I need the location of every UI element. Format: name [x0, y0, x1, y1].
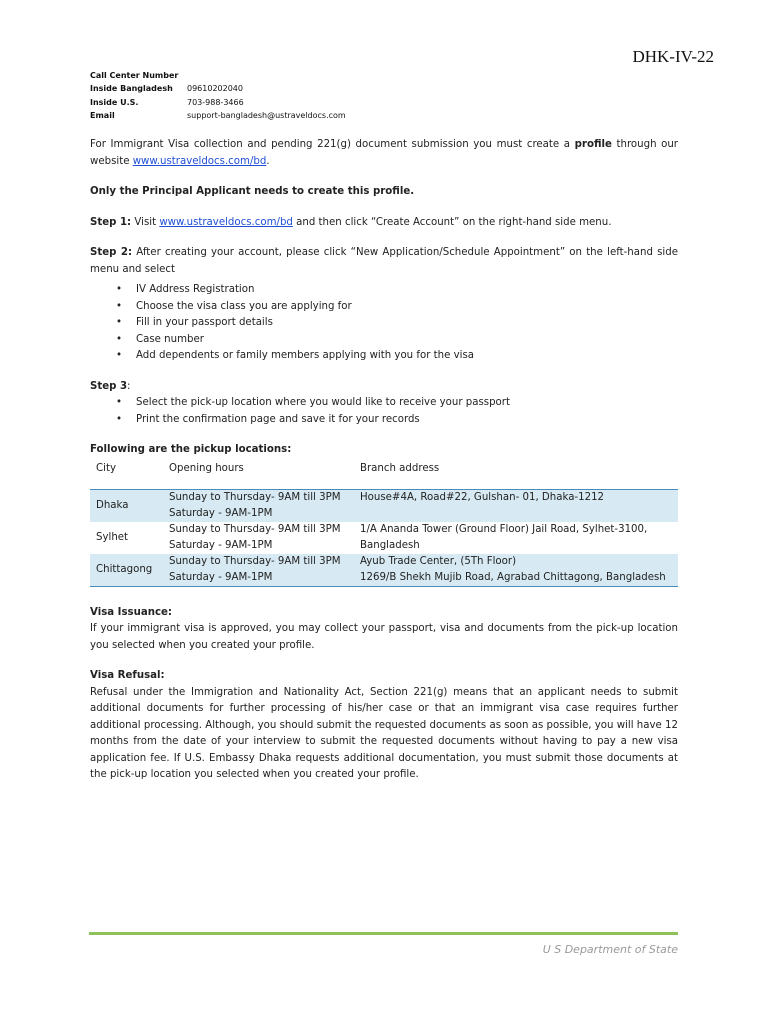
address-line: 1/A Ananda Tower (Ground Floor) Jail Road, Sylhet-3100,: [360, 523, 648, 535]
step2-text: After creating your account, please click “New Application/Schedule Appointment” on the left-hand side menu and select: [90, 247, 678, 275]
step1-text: and then click “Create Account” on the right-hand side menu.: [292, 216, 612, 228]
hours-line: Saturday - 9AM-1PM: [169, 571, 273, 583]
intro-bold: profile: [574, 139, 612, 150]
city-cell: Dhaka: [90, 489, 163, 522]
address-line: House#4A, Road#22, Gulshan- 01, Dhaka-1212: [360, 491, 605, 503]
step1-link[interactable]: www.ustraveldocs.com/bd: [159, 216, 293, 228]
step1-paragraph: [90, 215, 678, 232]
contact-row: [90, 109, 346, 122]
address-line: Bangladesh: [360, 539, 420, 551]
column-header-address: Branch address: [354, 461, 678, 490]
hours-line: Sunday to Thursday- 9AM till 3PM: [169, 491, 341, 503]
contact-value: 09610202040: [187, 84, 243, 94]
address-cell: [354, 522, 678, 554]
address-cell: [354, 489, 678, 522]
hours-cell: [163, 554, 354, 587]
step2-list: [90, 282, 678, 365]
step3-list: [90, 395, 678, 428]
table-header-row: [90, 461, 678, 490]
column-header-city: City: [90, 461, 163, 490]
contact-value: 703-988-3466: [187, 97, 244, 107]
document-code: DHK-IV-22: [632, 47, 714, 66]
contact-label: Email: [90, 110, 115, 120]
issuance-heading: Visa Issuance:: [90, 606, 173, 618]
contact-value: support-bangladesh@ustraveldocs.com: [187, 110, 346, 120]
issuance-text: If your immigrant visa is approved, you may collect your passport, visa and documents from the pick-up location you selected when you created your profile.: [90, 623, 678, 651]
address-cell: [354, 554, 678, 587]
refusal-heading: Visa Refusal:: [90, 670, 165, 681]
list-item: • Choose the visa class you are applying for: [116, 299, 678, 316]
list-item: • Select the pick-up location where you would like to receive your passport: [116, 395, 678, 412]
intro-paragraph: [90, 137, 678, 170]
intro-text: .: [266, 155, 270, 167]
document-body: [90, 137, 678, 784]
contact-row: [90, 82, 346, 95]
footer-text: U S Department of State: [542, 943, 678, 956]
column-header-hours: Opening hours: [163, 461, 354, 490]
city-cell: Chittagong: [90, 554, 163, 587]
website-link[interactable]: www.ustraveldocs.com/bd: [132, 155, 267, 167]
city-cell: Sylhet: [96, 531, 129, 543]
table-row: [90, 489, 678, 522]
pickup-heading: Following are the pickup locations:: [90, 444, 292, 455]
list-item: • Print the confirmation page and save it for your records: [116, 412, 678, 429]
contact-label: Inside U.S.: [90, 97, 139, 107]
address-line: Ayub Trade Center, (5Th Floor): [360, 555, 517, 567]
hours-cell: [163, 489, 354, 522]
principal-note: Only the Principal Applicant needs to create this profile.: [90, 186, 415, 197]
pickup-locations-table: [90, 461, 678, 587]
contact-row: [90, 96, 346, 109]
step1-label: Step 1:: [90, 216, 132, 228]
hours-line: Saturday - 9AM-1PM: [169, 507, 273, 519]
contact-block: [90, 69, 346, 122]
step3-label: Step 3: [90, 380, 128, 392]
step3-colon: :: [127, 380, 131, 392]
address-line: 1269/B Shekh Mujib Road, Agrabad Chittagong, Bangladesh: [360, 571, 666, 583]
intro-text: For Immigrant Visa collection and pending 221(g) document submission you must create a: [90, 139, 575, 150]
step2-label: Step 2:: [90, 247, 133, 258]
table-row: [90, 522, 678, 554]
hours-cell: [163, 522, 354, 554]
list-item: • Fill in your passport details: [116, 315, 678, 332]
step2-paragraph: [90, 245, 678, 278]
list-item: • IV Address Registration: [116, 282, 678, 299]
intro-text: through our website: [90, 139, 678, 167]
footer-divider: [89, 932, 678, 935]
table-row: [90, 554, 678, 587]
contact-label: Call Center Number: [90, 71, 179, 80]
list-item: • Add dependents or family members applying with you for the visa: [116, 348, 678, 365]
step3-paragraph: [90, 379, 678, 396]
hours-line: Sunday to Thursday- 9AM till 3PM: [169, 523, 341, 535]
contact-label: Inside Bangladesh: [90, 84, 173, 94]
list-item: • Case number: [116, 332, 678, 349]
step1-text: Visit: [131, 216, 160, 228]
contact-row: [90, 69, 346, 82]
hours-line: Saturday - 9AM-1PM: [169, 539, 273, 551]
hours-line: Sunday to Thursday- 9AM till 3PM: [169, 555, 341, 567]
refusal-text: Refusal under the Immigration and Nationality Act, Section 221(g) means that an applicant needs to submit additional documents for further processing of his/her case or that an immigrant visa case requires further additional processing. Although, you should submit the requested documents as soon as possible, you will have 12 months from the date of your interview to submit the requested documents without having to pay a new visa application fee. If U.S. Embassy Dhaka requests additional documentation, you must submit those documents at the pick-up location you selected when you created your profile.: [90, 686, 678, 780]
